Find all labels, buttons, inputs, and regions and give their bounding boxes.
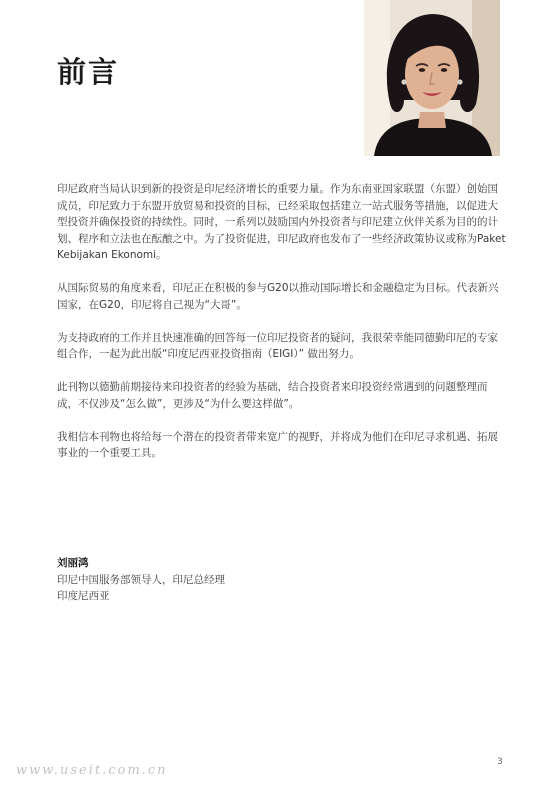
preface-body	[57, 181, 507, 478]
paragraph: 我相信本刊物也将给每一个潜在的投资者带来宽广的视野，并将成为他们在印尼寻求机遇、拓展事业的一个重要工具。	[57, 430, 498, 459]
paragraph: 为支持政府的工作并且快速准确的回答每一位印尼投资者的疑问，我很荣幸能同德勤印尼的专家组合作，一起为此出版“印度尼西亚投资指南（EIGI）” 做出努力。	[57, 331, 498, 360]
paragraph: 印尼政府当局认识到新的投资是印尼经济增长的重要力量。作为东南亚国家联盟（东盟）创始国成员，印尼致力于东盟开放贸易和投资的目标，已经采取包括建立一站式服务等措施，以促进大型投资并确保投资的持续性。同时，一系列以鼓励国内外投资者与印尼建立伙伴关系为目的的计划、程序和立法也在酝酿之中。为了投资促进，印尼政府也发布了一些经济政策协议或称为Paket Kebijakan Ekonomi。	[57, 183, 506, 261]
author-location: 印度尼西亚	[57, 590, 110, 602]
portrait-illustration	[364, 0, 500, 156]
site-watermark: www.useit.com.cn	[16, 763, 168, 778]
signature-block	[57, 555, 225, 605]
author-role: 印尼中国服务部领导人，印尼总经理	[57, 573, 225, 586]
page-title: 前言	[57, 55, 120, 89]
author-portrait	[364, 0, 500, 156]
paragraph: 此刊物以德勤前期接待来印投资者的经验为基础，结合投资者来印投资经常遇到的问题整理而成，不仅涉及“怎么做”，更涉及“为什么要这样做”。	[57, 381, 488, 410]
author-name: 刘丽鸿	[57, 557, 89, 569]
page-number: 3	[497, 757, 503, 767]
paragraph: 从国际贸易的角度来看，印尼正在积极的参与G20以推动国际增长和金融稳定为目标。代表新兴国家，在G20，印尼将自己视为“大哥”。	[57, 282, 499, 311]
